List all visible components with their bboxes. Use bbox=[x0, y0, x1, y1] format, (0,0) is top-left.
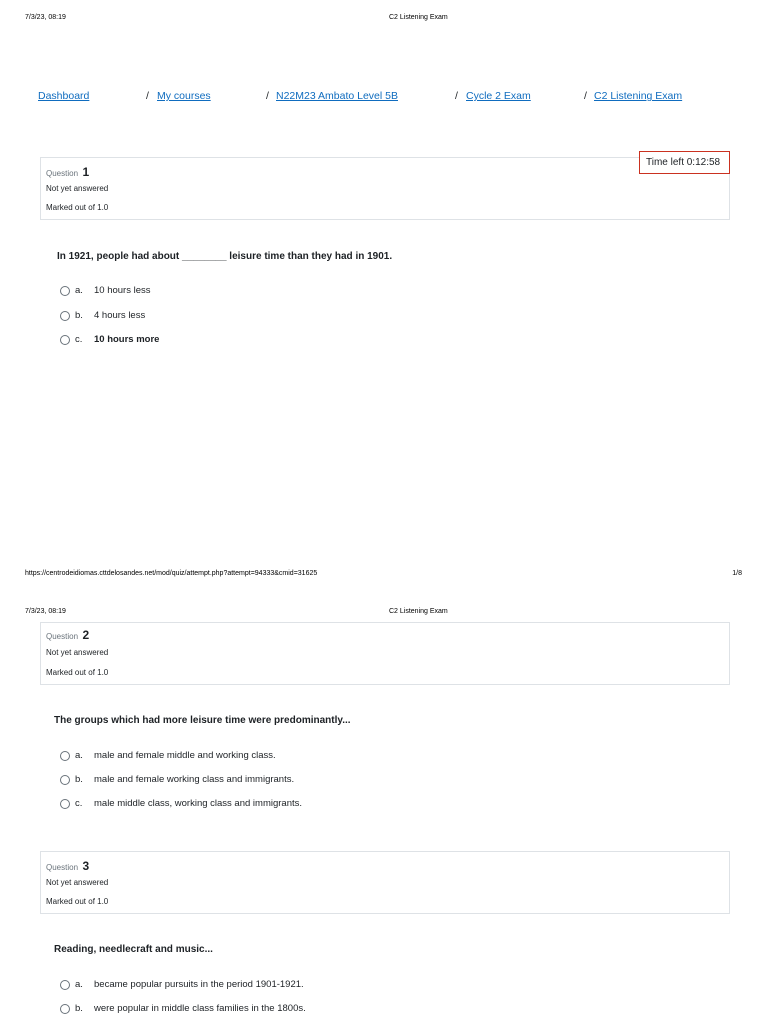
question-prefix: Question bbox=[46, 169, 79, 178]
radio-button[interactable] bbox=[60, 1004, 70, 1014]
print-footer-page-number: 1/8 bbox=[732, 570, 742, 577]
question-2-info bbox=[40, 622, 730, 685]
question-1-info bbox=[40, 157, 730, 220]
breadcrumb-quiz-link[interactable]: C2 Listening Exam bbox=[594, 90, 683, 102]
print-header-title: C2 Listening Exam bbox=[389, 14, 448, 21]
option-text: male and female working class and immigrants. bbox=[94, 774, 295, 785]
question-2-text: The groups which had more leisure time were predominantly... bbox=[54, 715, 351, 726]
question-1-option-a[interactable] bbox=[60, 285, 480, 297]
question-marks: Marked out of 1.0 bbox=[46, 203, 109, 212]
breadcrumb-dashboard-link[interactable]: Dashboard bbox=[38, 90, 90, 102]
radio-button[interactable] bbox=[60, 980, 70, 990]
radio-button[interactable] bbox=[60, 775, 70, 785]
question-3-option-b[interactable] bbox=[60, 1003, 480, 1015]
radio-button[interactable] bbox=[60, 335, 70, 345]
question-prefix: Question bbox=[46, 632, 79, 641]
question-number-value: 1 bbox=[82, 165, 90, 179]
question-1-text: In 1921, people had about ________ leisure time than they had in 1901. bbox=[57, 251, 393, 262]
radio-button[interactable] bbox=[60, 751, 70, 761]
quiz-timer bbox=[639, 151, 730, 174]
option-letter: b. bbox=[75, 1003, 83, 1014]
question-number-value: 2 bbox=[82, 628, 90, 642]
breadcrumb-separator: / bbox=[266, 90, 269, 102]
breadcrumb-section-link[interactable]: Cycle 2 Exam bbox=[466, 90, 531, 102]
print-header-datetime: 7/3/23, 08:19 bbox=[25, 608, 66, 615]
option-text: 10 hours less bbox=[94, 285, 151, 296]
option-letter: a. bbox=[75, 285, 83, 296]
option-letter: b. bbox=[75, 310, 83, 321]
breadcrumb-my-courses-link[interactable]: My courses bbox=[157, 90, 211, 102]
question-number-value: 3 bbox=[82, 859, 90, 873]
question-marks: Marked out of 1.0 bbox=[46, 668, 109, 677]
print-header-title: C2 Listening Exam bbox=[389, 608, 448, 615]
question-status: Not yet answered bbox=[46, 878, 109, 887]
option-letter: c. bbox=[75, 798, 83, 809]
radio-button[interactable] bbox=[60, 286, 70, 296]
question-3-text: Reading, needlecraft and music... bbox=[54, 944, 213, 955]
question-3-info bbox=[40, 851, 730, 914]
option-text: 4 hours less bbox=[94, 310, 146, 321]
question-marks: Marked out of 1.0 bbox=[46, 897, 109, 906]
breadcrumb-separator: / bbox=[455, 90, 458, 102]
option-text: 10 hours more bbox=[94, 334, 160, 345]
question-prefix: Question bbox=[46, 863, 79, 872]
option-letter: b. bbox=[75, 774, 83, 785]
breadcrumb-separator: / bbox=[584, 90, 587, 102]
radio-button[interactable] bbox=[60, 311, 70, 321]
question-2-option-b[interactable] bbox=[60, 774, 480, 786]
option-text: became popular pursuits in the period 1901-1921. bbox=[94, 979, 304, 990]
radio-button[interactable] bbox=[60, 799, 70, 809]
question-2-option-c[interactable] bbox=[60, 798, 480, 810]
question-1-option-c[interactable] bbox=[60, 334, 480, 346]
option-letter: c. bbox=[75, 334, 83, 345]
option-text: were popular in middle class families in the 1800s. bbox=[94, 1003, 306, 1014]
question-1-option-b[interactable] bbox=[60, 310, 480, 322]
option-letter: a. bbox=[75, 979, 83, 990]
question-number bbox=[46, 165, 89, 181]
option-text: male middle class, working class and immigrants. bbox=[94, 798, 303, 809]
question-3-option-a[interactable] bbox=[60, 979, 480, 991]
question-2-option-a[interactable] bbox=[60, 750, 480, 762]
option-letter: a. bbox=[75, 750, 83, 761]
print-header-datetime: 7/3/23, 08:19 bbox=[25, 14, 66, 21]
question-number bbox=[46, 628, 89, 644]
breadcrumb-separator: / bbox=[146, 90, 149, 102]
question-status: Not yet answered bbox=[46, 184, 109, 193]
print-footer-url: https://centrodeidiomas.cttdelosandes.net/mod/quiz/attempt.php?attempt=94333&cmid=31625 bbox=[25, 570, 318, 577]
timer-value: 0:12:58 bbox=[686, 157, 721, 168]
breadcrumb-course-link[interactable]: N22M23 Ambato Level 5B bbox=[276, 90, 398, 102]
timer-label: Time left bbox=[646, 157, 684, 168]
option-text: male and female middle and working class. bbox=[94, 750, 276, 761]
question-number bbox=[46, 859, 89, 875]
question-status: Not yet answered bbox=[46, 648, 109, 657]
